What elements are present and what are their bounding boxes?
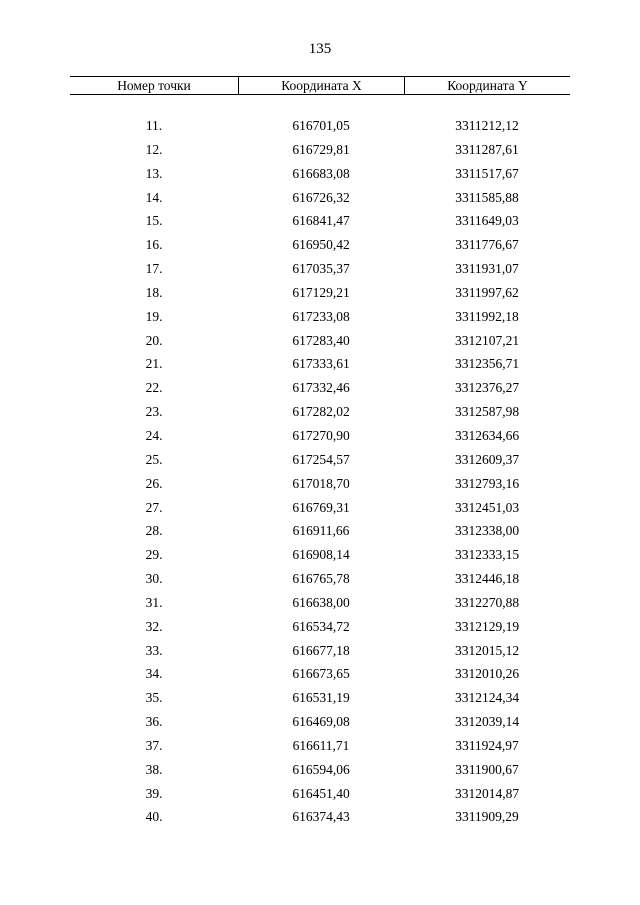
table-row [70, 329, 570, 353]
cell-coordinate-y: 3311931,07 [455, 261, 519, 277]
cell-coordinate-x: 617035,37 [292, 261, 350, 277]
cell-coordinate-y: 3312124,34 [454, 690, 520, 706]
cell-coordinate-x: 616729,81 [292, 141, 350, 157]
cell-coordinate-y: 3311900,67 [455, 761, 519, 777]
cell-coordinate-x: 617233,08 [292, 308, 350, 324]
cell-point-number: 23. [145, 404, 163, 420]
cell-coordinate-y: 3312376,27 [454, 380, 520, 396]
table-row [70, 376, 570, 400]
table-header-row [70, 76, 570, 95]
cell-coordinate-x: 616451,40 [292, 785, 350, 801]
table-row [70, 162, 570, 186]
cell-coordinate-x: 616950,42 [292, 237, 350, 253]
cell-coordinate-y: 3311517,67 [455, 165, 519, 181]
table-row [70, 138, 570, 162]
header-coordinate-y: Координата Y [404, 77, 570, 94]
cell-coordinate-y: 3311909,29 [455, 809, 519, 825]
cell-point-number: 30. [145, 571, 163, 587]
table-row [70, 758, 570, 782]
cell-coordinate-x: 616841,47 [292, 213, 350, 229]
cell-point-number: 35. [145, 690, 163, 706]
cell-coordinate-y: 3312333,15 [454, 547, 520, 563]
cell-coordinate-x: 616594,06 [292, 761, 350, 777]
cell-point-number: 20. [145, 332, 163, 348]
table-row [70, 114, 570, 138]
cell-coordinate-y: 3312270,88 [454, 594, 520, 610]
cell-coordinate-y: 3311212,12 [455, 118, 519, 133]
table-row [70, 209, 570, 233]
cell-coordinate-y: 3312634,66 [454, 427, 520, 443]
cell-point-number: 36. [145, 714, 163, 730]
cell-point-number: 27. [145, 499, 163, 515]
cell-point-number: 31. [145, 594, 163, 610]
cell-coordinate-x: 616638,00 [292, 594, 350, 610]
cell-coordinate-x: 616534,72 [292, 618, 350, 634]
cell-point-number: 28. [145, 523, 163, 539]
cell-coordinate-x: 616531,19 [292, 690, 350, 706]
cell-point-number: 13. [145, 165, 163, 181]
cell-coordinate-y: 3312793,16 [454, 475, 520, 491]
table-row [70, 805, 570, 829]
cell-point-number: 39. [145, 785, 163, 801]
header-coordinate-x: Координата X [238, 77, 404, 94]
cell-point-number: 24. [145, 427, 163, 443]
table-row [70, 281, 570, 305]
cell-coordinate-x: 617129,21 [292, 284, 350, 300]
cell-point-number: 22. [145, 380, 163, 396]
table-row [70, 257, 570, 281]
cell-coordinate-x: 617282,02 [292, 404, 350, 420]
table-row [70, 615, 570, 639]
table-row [70, 352, 570, 376]
cell-point-number: 19. [145, 308, 163, 324]
cell-coordinate-x: 616673,65 [292, 666, 350, 682]
cell-point-number: 34. [145, 666, 163, 682]
table-row [70, 639, 570, 663]
page-number: 135 [308, 41, 332, 57]
cell-coordinate-x: 617270,90 [292, 427, 350, 443]
coordinates-table [70, 76, 570, 829]
cell-coordinate-y: 3311924,97 [455, 737, 519, 753]
cell-point-number: 40. [145, 809, 163, 825]
cell-coordinate-y: 3311287,61 [455, 141, 519, 157]
table-row [70, 448, 570, 472]
table-row [70, 519, 570, 543]
cell-point-number: 29. [145, 547, 163, 563]
cell-point-number: 15. [145, 213, 163, 229]
cell-point-number: 17. [145, 261, 163, 277]
header-point-number: Номер точки [117, 78, 191, 93]
cell-coordinate-y: 3312014,87 [454, 785, 520, 801]
table-row [70, 662, 570, 686]
cell-point-number: 33. [145, 642, 163, 658]
cell-point-number: 21. [145, 356, 163, 372]
cell-coordinate-x: 616374,43 [292, 809, 350, 825]
cell-point-number: 14. [145, 189, 163, 205]
cell-coordinate-y: 3312451,03 [454, 499, 520, 515]
cell-coordinate-x: 617332,46 [292, 380, 350, 396]
cell-coordinate-x: 616908,14 [292, 547, 350, 563]
cell-coordinate-x: 616765,78 [292, 571, 350, 587]
cell-coordinate-x: 617018,70 [292, 475, 350, 491]
cell-coordinate-y: 3311997,62 [455, 284, 519, 300]
cell-coordinate-x: 616683,08 [292, 165, 350, 181]
cell-coordinate-x: 616911,66 [292, 523, 350, 539]
table-body [70, 114, 570, 829]
cell-coordinate-x: 616611,71 [292, 737, 350, 753]
cell-coordinate-x: 616677,18 [292, 642, 350, 658]
cell-coordinate-y: 3312446,18 [454, 571, 520, 587]
cell-coordinate-x: 617333,61 [292, 356, 350, 372]
cell-coordinate-y: 3312609,37 [454, 451, 520, 467]
cell-coordinate-x: 616469,08 [292, 714, 350, 730]
cell-coordinate-x: 617283,40 [292, 332, 350, 348]
table-row [70, 686, 570, 710]
table-row [70, 186, 570, 210]
table-row [70, 400, 570, 424]
table-row [70, 305, 570, 329]
cell-coordinate-y: 3312129,19 [454, 618, 520, 634]
cell-point-number: 11. [145, 118, 163, 133]
cell-coordinate-x: 616701,05 [292, 118, 350, 133]
cell-coordinate-x: 617254,57 [292, 451, 350, 467]
cell-coordinate-x: 616726,32 [292, 189, 350, 205]
cell-coordinate-y: 3312587,98 [454, 404, 520, 420]
table-row [70, 710, 570, 734]
cell-coordinate-y: 3312039,14 [454, 714, 520, 730]
table-row [70, 734, 570, 758]
table-row [70, 424, 570, 448]
cell-coordinate-y: 3312107,21 [454, 332, 520, 348]
table-row [70, 591, 570, 615]
cell-point-number: 18. [145, 284, 163, 300]
cell-point-number: 26. [145, 475, 163, 491]
cell-coordinate-y: 3312015,12 [454, 642, 520, 658]
table-row [70, 233, 570, 257]
table-row [70, 496, 570, 520]
table-row [70, 543, 570, 567]
cell-coordinate-y: 3312356,71 [454, 356, 520, 372]
table-row [70, 567, 570, 591]
cell-coordinate-y: 3311992,18 [455, 308, 519, 324]
cell-coordinate-y: 3311776,67 [455, 237, 519, 253]
table-row [70, 472, 570, 496]
cell-coordinate-y: 3312010,26 [454, 666, 520, 682]
cell-coordinate-y: 3311585,88 [455, 189, 519, 205]
cell-point-number: 12. [145, 141, 163, 157]
cell-coordinate-x: 616769,31 [292, 499, 350, 515]
cell-point-number: 16. [145, 237, 163, 253]
cell-point-number: 38. [145, 761, 163, 777]
cell-point-number: 25. [145, 451, 163, 467]
cell-point-number: 32. [145, 618, 163, 634]
table-row [70, 782, 570, 806]
cell-coordinate-y: 3312338,00 [454, 523, 520, 539]
cell-point-number: 37. [145, 737, 163, 753]
cell-coordinate-y: 3311649,03 [455, 213, 519, 229]
